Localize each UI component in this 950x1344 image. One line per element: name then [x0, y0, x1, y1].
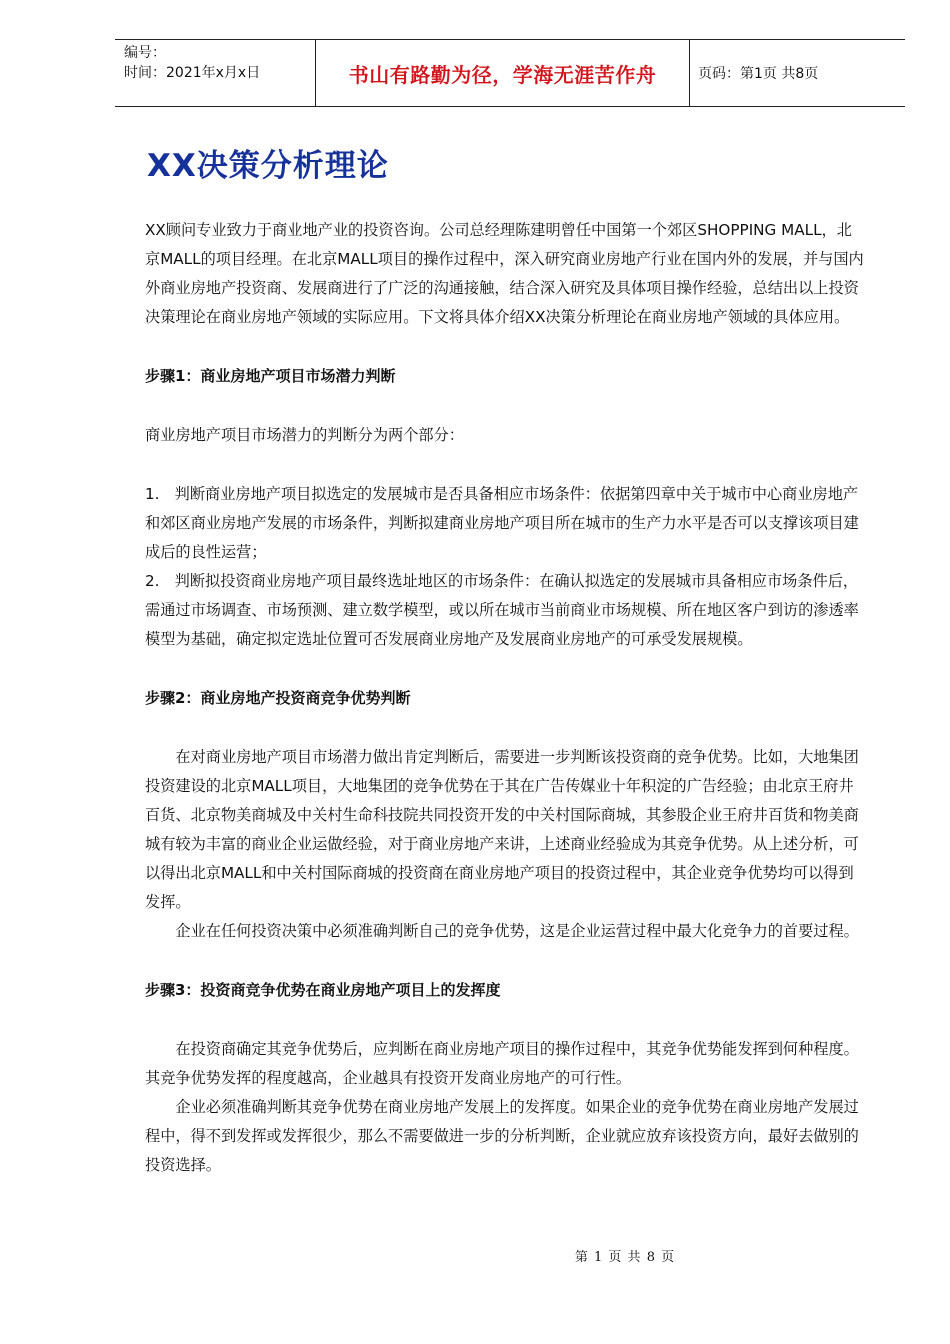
step1-item-2: 2. 判断拟投资商业房地产项目最终选址地区的市场条件：在确认拟选定的发展城市具备相应市场条件后，需通过市场调查、市场预测、建立数学模型，或以所在城市当前商业市场规模、所在地区客户到访的渗透率模型为基础，确定拟定选址位置可否发展商业房地产及发展商业房地产的可承受发展规模。: [145, 572, 859, 648]
step3-paragraph-1: 在投资商确定其竞争优势后，应判断在商业房地产项目的操作过程中，其竞争优势能发挥到何种程度。其竞争优势发挥的程度越高，企业越具有投资开发商业房地产的可行性。: [145, 1040, 859, 1087]
step2-heading: 步骤2：商业房地产投资商竞争优势判断: [145, 689, 411, 707]
step3-paragraph-2: 企业必须准确判断其竞争优势在商业房地产发展上的发挥度。如果企业的竞争优势在商业房地产发展过程中，得不到发挥或发挥很少，那么不需要做进一步的分析判断，企业就应放弃该投资方向，最好去做别的投资选择。: [145, 1098, 859, 1174]
header-meta-cell: [115, 40, 316, 106]
step2-paragraph-2: 企业在任何投资决策中必须准确判断自己的竞争优势，这是企业运营过程中最大化竞争力的首要过程。: [175, 922, 859, 940]
step1-heading: 步骤1：商业房地产项目市场潜力判断: [145, 367, 396, 385]
step1-item-1: 1. 判断商业房地产项目拟选定的发展城市是否具备相应市场条件：依据第四章中关于城市中心商业房地产和郊区商业房地产发展的市场条件，判断拟建商业房地产项目所在城市的生产力水平是否可以支撑该项目建成后的良性运营；: [145, 485, 859, 561]
page-footer: 第 1 页 共 8 页: [574, 1250, 676, 1265]
document-time-label: 时间：2021年x月x日: [124, 65, 261, 81]
document-body: [145, 216, 867, 1180]
page-header: [115, 39, 905, 107]
header-motto: 书山有路勤为径，学海无涯苦作舟: [316, 40, 690, 106]
step2-paragraph-1: 在对商业房地产项目市场潜力做出肯定判断后，需要进一步判断该投资商的竞争优势。比如，大地集团投资建设的北京MALL项目，大地集团的竞争优势在于其在广告传媒业十年积淀的广告经验；由北京王府井百货、北京物美商城及中关村生命科技院共同投资开发的中关村国际商城，其参股企业王府井百货和物美商城有较为丰富的商业企业运做经验，对于商业房地产来讲，上述商业经验成为其竞争优势。从上述分析，可以得出北京MALL和中关村国际商城的投资商在商业房地产项目的投资过程中，其企业竞争优势均可以得到发挥。: [145, 748, 859, 911]
step3-heading: 步骤3：投资商竞争优势在商业房地产项目上的发挥度: [145, 981, 501, 999]
document-number-label: 编号：: [124, 45, 166, 61]
step1-lead: 商业房地产项目市场潜力的判断分为两个部分：: [145, 426, 464, 444]
document-title: XX决策分析理论: [147, 148, 389, 184]
header-page-number: 页码：第1页 共8页: [698, 66, 819, 82]
intro-paragraph: XX顾问专业致力于商业地产业的投资咨询。公司总经理陈建明曾任中国第一个郊区SHOPPING MALL，北京MALL的项目经理。在北京MALL项目的操作过程中，深入研究商业房地产行业在国内外的发展，并与国内外商业房地产投资商、发展商进行了广泛的沟通接触，结合深入研究及具体项目操作经验，总结出以上投资决策理论在商业房地产领域的实际应用。下文将具体介绍XX决策分析理论在商业房地产领域的具体应用。: [145, 221, 864, 326]
